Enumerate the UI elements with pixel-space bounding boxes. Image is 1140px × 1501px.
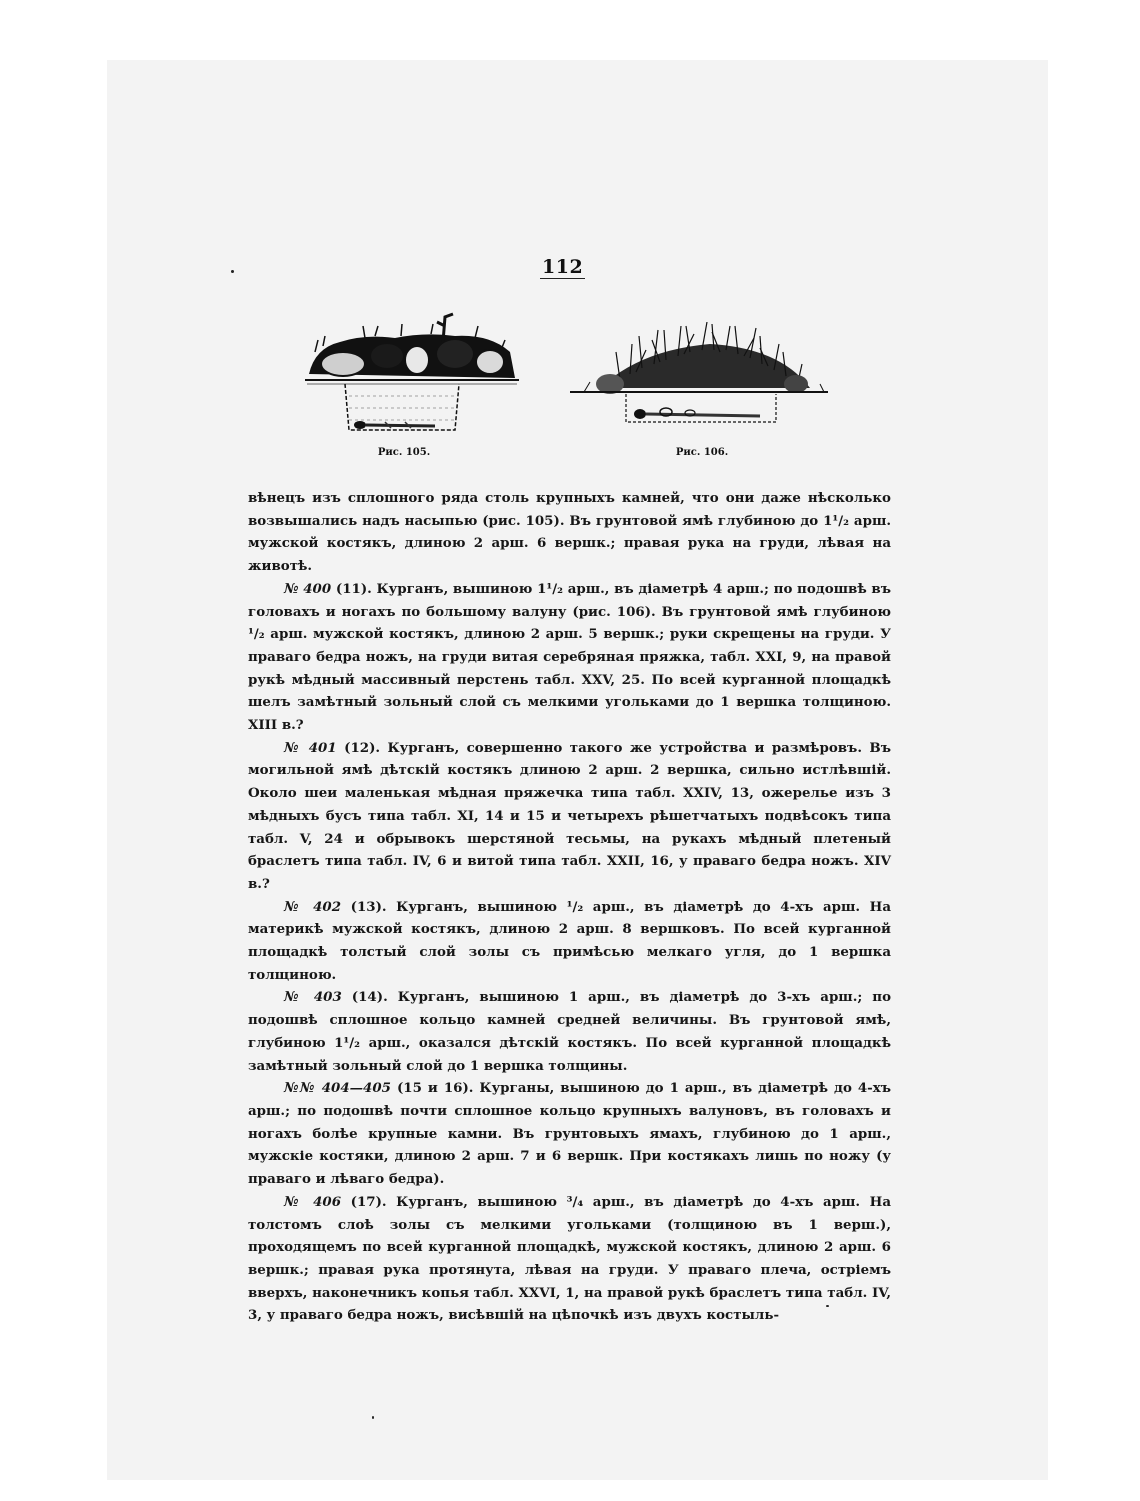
scan-speck (372, 1416, 374, 1419)
paragraph-400 (248, 578, 891, 737)
figure-105-caption: Рис. 105. (377, 447, 431, 458)
figure-106-kurgan-drawing (570, 322, 830, 430)
scan-speck (231, 270, 234, 273)
figure-106-caption: Рис. 106. (675, 447, 729, 458)
paragraph-404-405 (248, 1077, 891, 1191)
entry-number: № 400 (284, 580, 332, 597)
page-number: 112 (542, 256, 584, 278)
entry-number: № 402 (284, 898, 342, 915)
paragraph-text: (13). Курганъ, вышиною ¹/₂ арш., въ діаметрѣ до 4-хъ арш. На материкѣ мужской костякъ, длиною 2 арш. 8 вершковъ. По всей курганной площадкѣ толстый слой золы съ примѣсью мелкаго угля, до 1 вершка толщиною. (248, 898, 891, 983)
entry-number: № 401 (284, 739, 337, 756)
paragraph-text: (12). Курганъ, совершенно такого же устройства и размѣровъ. Въ могильной ямѣ дѣтскій костякъ длиною 2 арш. 2 вершка, сильно истлѣвшій. Около шеи маленькая мѣдная пряжечка типа табл. XXIV, 13, ожерелье изъ 3 мѣдныхъ бусъ типа табл. XI, 14 и 15 и четырехъ рѣшетчатыхъ подвѣсокъ типа табл. V, 24 и обрывокъ шерстяной тесьмы, на рукахъ мѣдный плетеный браслетъ типа табл. IV, 6 и витой типа табл. XXII, 16, у праваго бедра ножъ. XIV в.? (248, 739, 891, 892)
entry-number: № 403 (284, 989, 342, 1006)
paragraph-402 (248, 896, 891, 987)
paragraph-401 (248, 737, 891, 896)
paragraph-text: (17). Курганъ, вышиною ³/₄ арш., въ діаметрѣ до 4-хъ арш. На толстомъ слоѣ золы съ мелкими угольками (толщиною въ 1 верш.), проходящемъ по всей курганной площадкѣ, мужской костякъ, длиною 2 арш. 6 вершк.; правая рука протянута, лѣвая на груди. У праваго плеча, остріемъ вверхъ, наконечникъ копья табл. XXVI, 1, на правой рукѣ браслетъ типа табл. IV, 3, у праваго бедра ножъ, висѣвшій на цѣпочкѣ изъ двухъ костыль- (248, 1193, 891, 1324)
paragraph-text: (11). Курганъ, вышиною 1¹/₂ арш., въ діаметрѣ 4 арш.; по подошвѣ въ головахъ и ногахъ по большому валуну (рис. 106). Въ грунтовой ямѣ глубиною ¹/₂ арш. мужской костякъ, длиною 2 арш. 5 вершк.; руки скрещены на груди. У праваго бедра ножъ, на груди витая серебряная пряжка, табл. XXI, 9, на правой рукѣ мѣдный массивный перстень табл. XXV, 25. По всей курганной площадкѣ шелъ замѣтный зольный слой съ мелкими угольками до 1 вершка толщиною. XIII в.? (248, 580, 891, 734)
entry-number: №№ 404—405 (284, 1080, 391, 1097)
paragraph-text: (14). Курганъ, вышиною 1 арш., въ діаметрѣ до 3-хъ арш.; по подошвѣ сплошное кольцо камней средней величины. Въ грунтовой ямѣ, глубиною 1¹/₂ арш., оказался дѣтскій костякъ. По всей курганной площадкѣ замѣтный зольный слой до 1 вершка толщины. (248, 989, 892, 1074)
kurgan-grass-mound-illustration (570, 322, 830, 430)
figure-105-kurgan-drawing (305, 312, 520, 437)
paragraph-403 (248, 986, 891, 1077)
paragraph-406 (248, 1191, 891, 1327)
kurgan-stone-ring-illustration (305, 312, 520, 437)
paragraph-text: вѣнецъ изъ сплошного ряда столь крупныхъ камней, что они даже нѣсколько возвышались надъ насыпью (рис. 105). Въ грунтовой ямѣ глубиною до 1¹/₂ арш. мужской костякъ, длиною 2 арш. 6 вершк.; правая рука на груди, лѣвая на животѣ. (248, 490, 891, 575)
entry-number: № 406 (284, 1193, 342, 1210)
paragraph (248, 487, 891, 578)
paragraph-text: (15 и 16). Курганы, вышиною до 1 арш., въ діаметрѣ до 4-хъ арш.; по подошвѣ почти сплошное кольцо крупныхъ валуновъ, въ головахъ и ногахъ болѣе крупные камни. Въ грунтовыхъ ямахъ, глубиною до 1 арш., мужскіе костяки, длиною 2 арш. 7 и 6 вершк. При костякахъ лишь по ножу (у праваго и лѣваго бедра). (248, 1080, 891, 1188)
body-text (248, 487, 891, 1327)
